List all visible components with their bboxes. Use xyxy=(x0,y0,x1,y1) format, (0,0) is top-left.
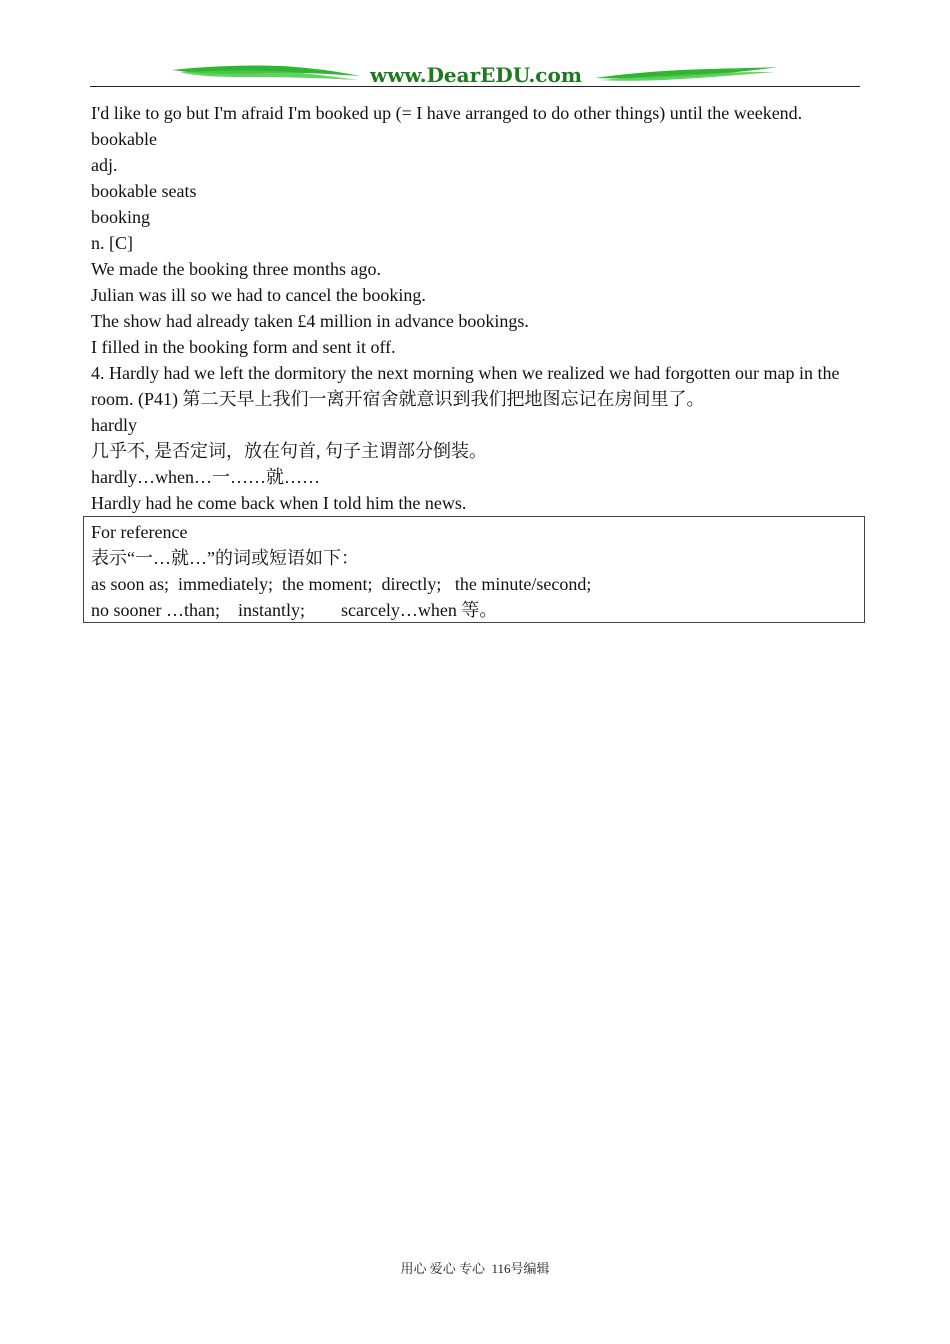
reference-intro: 表示“一…就…”的词或短语如下： xyxy=(91,548,359,568)
body-line: 4. Hardly had we left the dormitory the next morning when we realized we had forgotten our map in the room. (P41) 第二天早上我们一离开宿舍就意识到我们把地图忘记在房间里了。 xyxy=(91,363,844,409)
header-site-text: www.DearEDU.com xyxy=(369,63,583,87)
body-line: Julian was ill so we had to cancel the booking. xyxy=(91,285,426,305)
page-footer: 用心 爱心 专心 116号编辑 xyxy=(400,1261,550,1276)
header-divider xyxy=(90,86,860,87)
body-line: hardly…when…一……就…… xyxy=(91,467,320,487)
body-line: booking xyxy=(91,207,151,227)
reference-row: no sooner …than; instantly; scarcely…when 等。 xyxy=(91,600,498,620)
body-line: hardly xyxy=(91,415,137,435)
body-line: We made the booking three months ago. xyxy=(91,259,381,279)
body-line: I'd like to go but I'm afraid I'm booked up (= I have arranged to do other things) until the weekend. xyxy=(91,103,803,123)
reference-box xyxy=(83,516,865,623)
reference-row: as soon as; immediately; the moment; directly; the minute/second; xyxy=(91,574,592,594)
body-line: The show had already taken £4 million in advance bookings. xyxy=(91,311,529,331)
body-line: adj. xyxy=(91,155,118,175)
body-line: n. [C] xyxy=(91,233,133,253)
body-line: bookable seats xyxy=(91,181,197,201)
document-body xyxy=(91,100,866,516)
body-line: Hardly had he come back when I told him the news. xyxy=(91,493,467,513)
body-line: I filled in the booking form and sent it off. xyxy=(91,337,396,357)
reference-title: For reference xyxy=(91,522,188,542)
body-line: 几乎不, 是否定词，放在句首, 句子主谓部分倒装。 xyxy=(91,441,487,461)
body-line: bookable xyxy=(91,129,157,149)
